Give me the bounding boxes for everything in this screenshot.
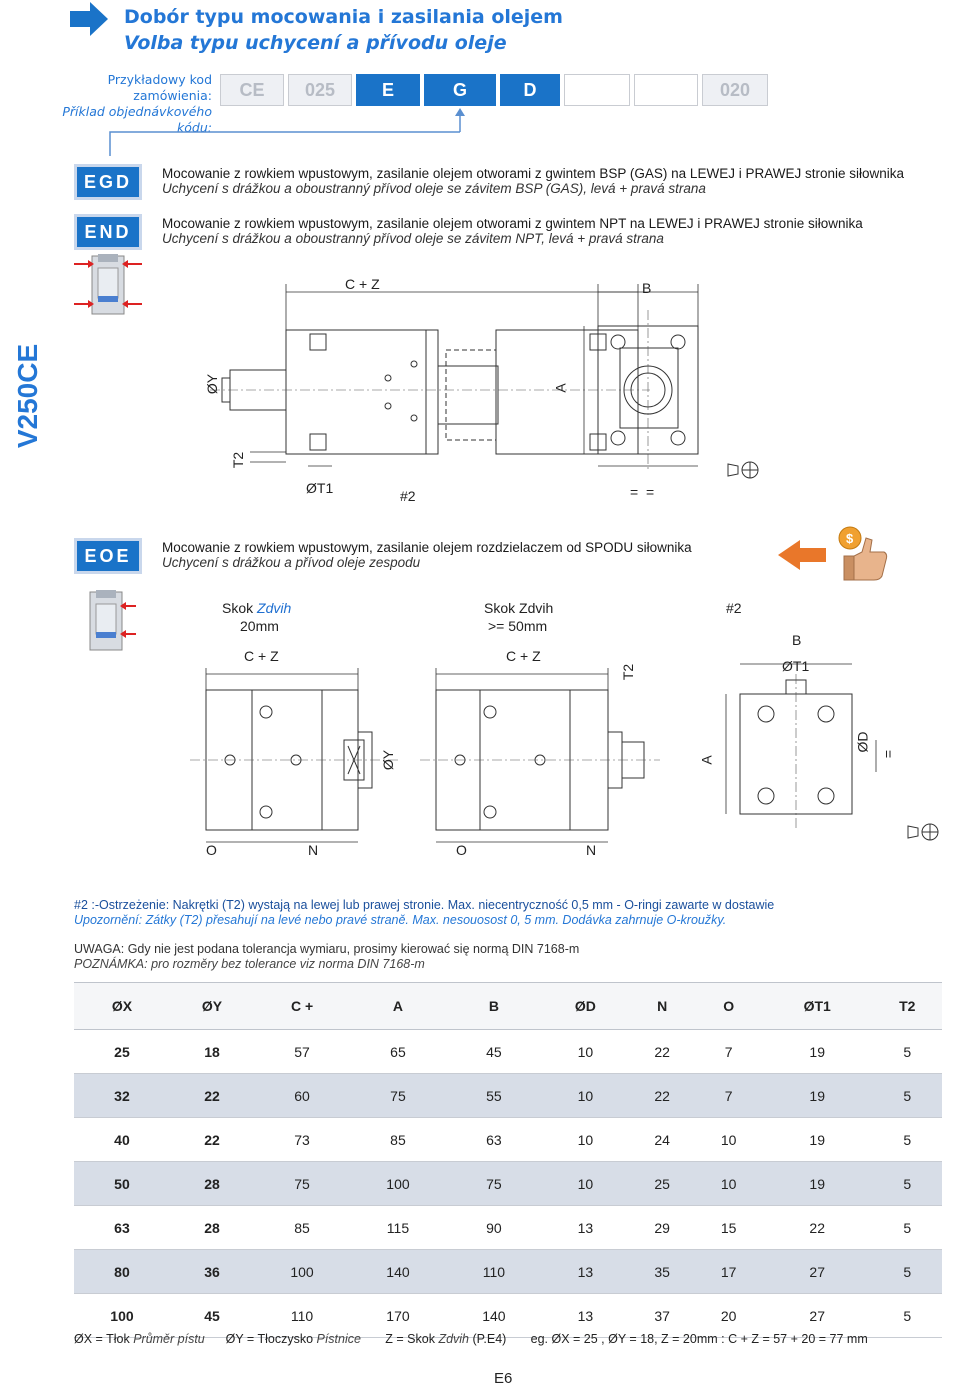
option-badge-end: END bbox=[74, 214, 142, 250]
table-cell: 10 bbox=[695, 1162, 762, 1206]
tolerance-note-cz: POZNÁMKA: pro rozměry bez tolerance viz norma DIN 7168-m bbox=[74, 957, 425, 971]
drawing2-b-label: B bbox=[792, 632, 802, 648]
table-cell: 73 bbox=[254, 1118, 350, 1162]
drawing2-y-label: ØY bbox=[380, 749, 397, 771]
table-cell: 85 bbox=[350, 1118, 446, 1162]
table-header: B bbox=[446, 983, 542, 1030]
table-header: ØD bbox=[542, 983, 629, 1030]
table-cell: 27 bbox=[762, 1250, 873, 1294]
table-cell: 29 bbox=[629, 1206, 696, 1250]
drawing2-o-left: O bbox=[206, 842, 217, 858]
order-code-label-cz: Příklad objednávkového kódu: bbox=[62, 104, 212, 135]
table-cell: 5 bbox=[873, 1206, 943, 1250]
stroke1-label-cz: Zdvih bbox=[257, 600, 292, 616]
table-header-row bbox=[74, 983, 942, 1030]
table-cell: 100 bbox=[74, 1294, 170, 1338]
table-header: T2 bbox=[873, 983, 943, 1030]
table-cell: 63 bbox=[446, 1118, 542, 1162]
option-desc-end bbox=[162, 216, 863, 246]
drawing2-n-left: N bbox=[308, 842, 319, 858]
cylinder-side-ports-icon bbox=[70, 252, 146, 318]
page-number: E6 bbox=[494, 1370, 513, 1387]
table-cell: 28 bbox=[170, 1206, 254, 1250]
table-cell: 75 bbox=[254, 1162, 350, 1206]
table-cell: 22 bbox=[629, 1074, 696, 1118]
code-box-5: D bbox=[500, 74, 560, 106]
table-cell: 25 bbox=[629, 1162, 696, 1206]
option-desc-egd bbox=[162, 166, 904, 196]
series-label: V250CE bbox=[12, 343, 43, 449]
table-cell: 55 bbox=[446, 1074, 542, 1118]
table-cell: 27 bbox=[762, 1294, 873, 1338]
table-header: A bbox=[350, 983, 446, 1030]
table-header: N bbox=[629, 983, 696, 1030]
option-desc-eoe-pl: Mocowanie z rowkiem wpustowym, zasilanie olejem rozdzielaczem od SPODU siłownika bbox=[162, 540, 692, 555]
table-cell: 63 bbox=[74, 1206, 170, 1250]
table-cell: 13 bbox=[542, 1250, 629, 1294]
table-header: C + bbox=[254, 983, 350, 1030]
option-badge-egd: EGD bbox=[74, 164, 142, 200]
drawing2-n-right: N bbox=[586, 842, 597, 858]
svg-text:$: $ bbox=[846, 531, 854, 546]
table-cell: 10 bbox=[695, 1118, 762, 1162]
table-cell: 40 bbox=[74, 1118, 170, 1162]
legend-x-cz: Průměr pístu bbox=[133, 1332, 205, 1346]
table-cell: 7 bbox=[695, 1030, 762, 1074]
drawing1-y-label: ØY bbox=[204, 373, 221, 395]
table-cell: 19 bbox=[762, 1030, 873, 1074]
table-cell: 37 bbox=[629, 1294, 696, 1338]
table-cell: 45 bbox=[170, 1294, 254, 1338]
stroke2-label: Skok Zdvih bbox=[484, 600, 554, 616]
table-cell: 10 bbox=[542, 1162, 629, 1206]
table-row bbox=[74, 1206, 942, 1250]
table-cell: 110 bbox=[446, 1250, 542, 1294]
table-cell: 10 bbox=[542, 1030, 629, 1074]
dimensions-table bbox=[74, 982, 942, 1338]
table-cell: 10 bbox=[542, 1118, 629, 1162]
table-row bbox=[74, 1162, 942, 1206]
table-cell: 19 bbox=[762, 1118, 873, 1162]
table-cell: 140 bbox=[350, 1250, 446, 1294]
table-cell: 25 bbox=[74, 1030, 170, 1074]
table-cell: 13 bbox=[542, 1206, 629, 1250]
table-cell: 85 bbox=[254, 1206, 350, 1250]
drawing2-cz-right: C + Z bbox=[506, 648, 541, 664]
legend-z-ref: (P.E4) bbox=[472, 1332, 507, 1346]
table-cell: 140 bbox=[446, 1294, 542, 1338]
drawing1-a-label: A bbox=[552, 383, 569, 393]
table-cell: 100 bbox=[350, 1162, 446, 1206]
legend-z: Z = Skok bbox=[385, 1332, 435, 1346]
table-cell: 7 bbox=[695, 1074, 762, 1118]
drawing1-cz-label: C + Z bbox=[345, 276, 380, 292]
legend-z-cz: Zdvih bbox=[438, 1332, 470, 1346]
table-cell: 5 bbox=[873, 1162, 943, 1206]
option-badge-eoe: EOE bbox=[74, 538, 142, 574]
page-title-cz: Volba typu uchycení a přívodu oleje bbox=[124, 32, 507, 54]
option-desc-egd-cz: Uchycení s drážkou a oboustranný přívod oleje se závitem BSP (GAS), levá + pravá strana bbox=[162, 181, 706, 196]
option-desc-eoe-cz: Uchycení s drážkou a přívod oleje zespodu bbox=[162, 555, 421, 570]
table-cell: 5 bbox=[873, 1294, 943, 1338]
legend-y: ØY = Tłoczysko bbox=[225, 1332, 314, 1346]
table-cell: 20 bbox=[695, 1294, 762, 1338]
table-cell: 35 bbox=[629, 1250, 696, 1294]
code-box-6 bbox=[564, 74, 630, 106]
stroke1-value: 20mm bbox=[240, 618, 279, 634]
drawing1-t1-label: ØT1 bbox=[306, 480, 334, 496]
table-header: ØY bbox=[170, 983, 254, 1030]
drawing-side-ports bbox=[190, 270, 790, 510]
table-cell: 24 bbox=[629, 1118, 696, 1162]
table-cell: 22 bbox=[629, 1030, 696, 1074]
code-box-3: E bbox=[356, 74, 420, 106]
legend-y-cz: Pístnice bbox=[316, 1332, 361, 1346]
table-row bbox=[74, 1294, 942, 1338]
stroke1-label bbox=[222, 600, 291, 616]
table-cell: 5 bbox=[873, 1074, 943, 1118]
option-desc-end-cz: Uchycení s drážkou a oboustranný přívod oleje se závitem NPT, levá + pravá strana bbox=[162, 231, 664, 246]
table-cell: 5 bbox=[873, 1118, 943, 1162]
table-row bbox=[74, 1118, 942, 1162]
cylinder-bottom-port-icon bbox=[74, 588, 138, 654]
thumbs-up-icon bbox=[836, 524, 892, 582]
table-cell: 18 bbox=[170, 1030, 254, 1074]
drawing2-t2-label: T2 bbox=[620, 663, 637, 681]
table-cell: 110 bbox=[254, 1294, 350, 1338]
drawing1-t2-label: T2 bbox=[230, 451, 247, 469]
legend-example: eg. ØX = 25 , ØY = 18, Z = 20mm : C + Z = 57 + 20 = 77 mm bbox=[530, 1332, 868, 1346]
code-box-2: 025 bbox=[288, 74, 352, 106]
tolerance-note bbox=[74, 942, 579, 972]
drawing2-a-label: A bbox=[698, 755, 715, 765]
page-title: Dobór typu mocowania i zasilania olejem bbox=[124, 6, 563, 28]
drawing2-o-right: O bbox=[456, 842, 467, 858]
drawing1-eq-label: = = bbox=[630, 484, 655, 500]
table-cell: 80 bbox=[74, 1250, 170, 1294]
option-desc-end-pl: Mocowanie z rowkiem wpustowym, zasilanie olejem otworami z gwintem NPT na LEWEJ i PRAWEJ stronie siłownika bbox=[162, 216, 863, 231]
legend-x: ØX = Tłok bbox=[74, 1332, 130, 1346]
recommended-arrow-icon bbox=[776, 538, 828, 572]
drawing2-hash-label: #2 bbox=[726, 600, 742, 616]
warning-note-pl: #2 :-Ostrzeżenie: Nakrętki (T2) wystają na lewej lub prawej stronie. Max. niecentryczność 0,5 mm - O-ringi zawarte w dostawie bbox=[74, 898, 775, 912]
code-box-4: G bbox=[424, 74, 496, 106]
table-cell: 22 bbox=[170, 1118, 254, 1162]
drawing1-b-label: B bbox=[642, 280, 652, 296]
table-cell: 170 bbox=[350, 1294, 446, 1338]
table-cell: 75 bbox=[350, 1074, 446, 1118]
tolerance-note-pl: UWAGA: Gdy nie jest podana tolerancja wymiaru, prosimy kierować się normą DIN 7168-m bbox=[74, 942, 580, 956]
table-cell: 19 bbox=[762, 1074, 873, 1118]
table-row bbox=[74, 1030, 942, 1074]
table-cell: 45 bbox=[446, 1030, 542, 1074]
table-cell: 5 bbox=[873, 1250, 943, 1294]
order-code-label-pl: Przykładowy kod zamówienia: bbox=[107, 72, 212, 103]
table-row bbox=[74, 1074, 942, 1118]
table-cell: 90 bbox=[446, 1206, 542, 1250]
stroke1-label-pl: Skok bbox=[222, 600, 254, 616]
drawing2-d-label: ØD bbox=[854, 731, 871, 753]
table-cell: 17 bbox=[695, 1250, 762, 1294]
code-box-1: CE bbox=[220, 74, 284, 106]
table-cell: 19 bbox=[762, 1162, 873, 1206]
table-header: ØX bbox=[74, 983, 170, 1030]
table-cell: 22 bbox=[762, 1206, 873, 1250]
table-cell: 5 bbox=[873, 1030, 943, 1074]
code-box-8: 020 bbox=[702, 74, 768, 106]
option-desc-eoe bbox=[162, 540, 692, 570]
table-cell: 13 bbox=[542, 1294, 629, 1338]
table-cell: 65 bbox=[350, 1030, 446, 1074]
code-box-7 bbox=[634, 74, 698, 106]
table-cell: 57 bbox=[254, 1030, 350, 1074]
drawing2-cz-left: C + Z bbox=[244, 648, 279, 664]
table-cell: 60 bbox=[254, 1074, 350, 1118]
drawing2-eq-label: = bbox=[880, 749, 897, 759]
warning-note bbox=[74, 898, 774, 928]
table-cell: 36 bbox=[170, 1250, 254, 1294]
code-connector bbox=[0, 106, 960, 160]
drawing2-t1-label: ØT1 bbox=[782, 658, 810, 674]
option-desc-egd-pl: Mocowanie z rowkiem wpustowym, zasilanie olejem otworami z gwintem BSP (GAS) na LEWEJ i PRAWEJ stronie siłownika bbox=[162, 166, 904, 181]
table-cell: 115 bbox=[350, 1206, 446, 1250]
stroke2-value: >= 50mm bbox=[488, 618, 548, 634]
table-header: O bbox=[695, 983, 762, 1030]
table-cell: 10 bbox=[542, 1074, 629, 1118]
table-cell: 50 bbox=[74, 1162, 170, 1206]
table-cell: 75 bbox=[446, 1162, 542, 1206]
table-cell: 15 bbox=[695, 1206, 762, 1250]
warning-note-cz: Upozornění: Zátky (T2) přesahují na levé nebo pravé straně. Max. nesouosost 0, 5 mm. Dodávka zahrnuje O-kroužky. bbox=[74, 913, 727, 927]
legend-line bbox=[74, 1332, 868, 1346]
table-cell: 28 bbox=[170, 1162, 254, 1206]
table-row bbox=[74, 1250, 942, 1294]
table-header: ØT1 bbox=[762, 983, 873, 1030]
title-arrow-icon bbox=[70, 2, 110, 40]
table-cell: 22 bbox=[170, 1074, 254, 1118]
table-cell: 32 bbox=[74, 1074, 170, 1118]
drawing1-hash-label: #2 bbox=[400, 488, 416, 504]
drawing-bottom-port bbox=[190, 660, 950, 860]
table-cell: 100 bbox=[254, 1250, 350, 1294]
